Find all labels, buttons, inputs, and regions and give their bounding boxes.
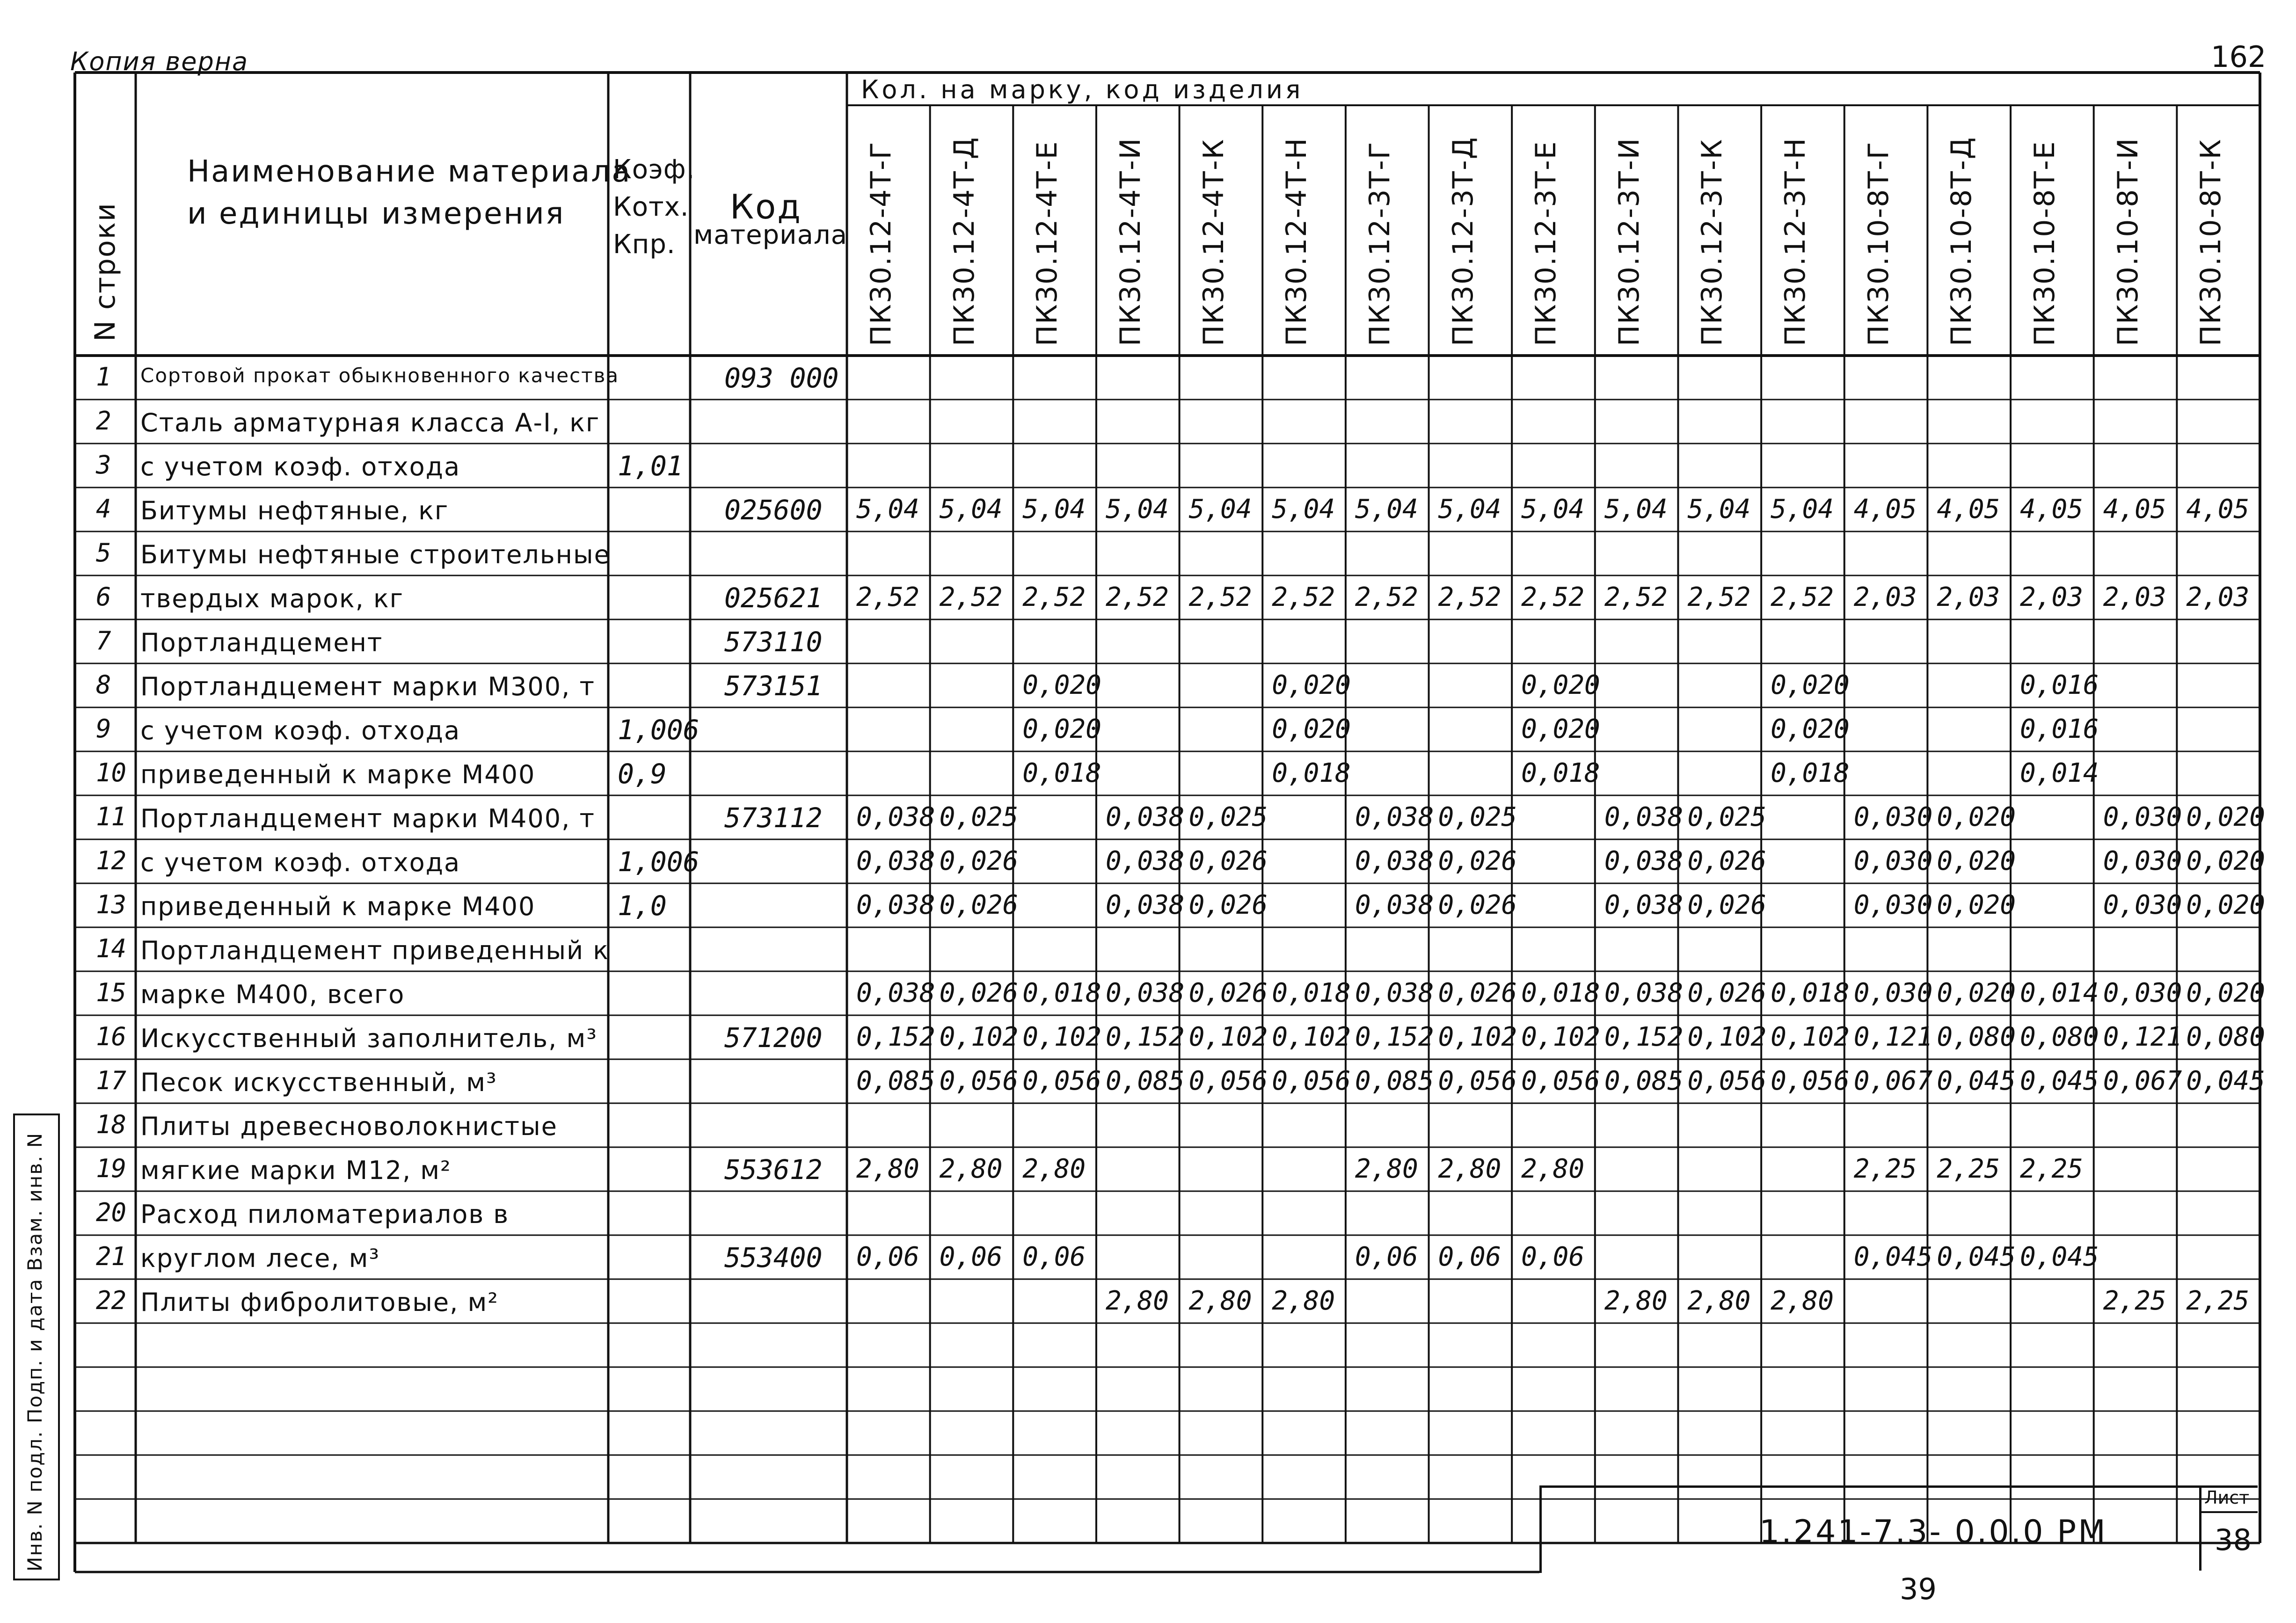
row-material-name: с учетом коэф. отхода <box>140 848 461 877</box>
row-value: 2,52 <box>1272 582 1335 612</box>
sheet-label: Лист <box>2204 1487 2250 1508</box>
row-value: 2,80 <box>939 1154 1003 1184</box>
row-value: 2,03 <box>1937 582 2000 612</box>
row-material-code: 573110 <box>724 626 823 658</box>
row-number: 2 <box>96 406 111 436</box>
row-material-code: 571200 <box>724 1022 823 1054</box>
row-value: 0,030 <box>2103 890 2182 920</box>
row-value: 0,020 <box>1937 846 2016 876</box>
row-value: 0,038 <box>1604 890 1684 920</box>
row-value: 0,038 <box>1105 846 1185 876</box>
row-material-name: приведенный к марке М400 <box>140 892 536 921</box>
row-material-name: Портландцемент марки М400, т <box>140 804 595 833</box>
side-stamp <box>13 1114 60 1580</box>
header-coef-line: Кпр. <box>613 229 676 260</box>
row-material-name: твердых марок, кг <box>140 584 404 613</box>
row-material-name: Сталь арматурная класса А-I, кг <box>140 408 600 437</box>
row-value: 0,102 <box>1521 1022 1600 1052</box>
row-value: 2,80 <box>1521 1154 1585 1184</box>
header-product-4: ПК30.12-4Т-И <box>1114 137 1147 346</box>
row-value: 0,020 <box>1272 714 1351 744</box>
row-number: 15 <box>96 978 127 1007</box>
row-value: 2,80 <box>856 1154 919 1184</box>
header-product-15: ПК30.10-8Т-Е <box>2028 140 2062 346</box>
row-material-name: Портландцемент приведенный к <box>140 936 609 965</box>
row-material-code: 553612 <box>724 1154 823 1186</box>
row-number: 12 <box>96 846 127 875</box>
row-number: 10 <box>96 758 127 787</box>
header-product-10: ПК30.12-3Т-И <box>1612 137 1646 346</box>
header-coef-line: Котх. <box>613 192 689 222</box>
row-number: 13 <box>96 890 127 919</box>
row-value: 0,038 <box>1105 978 1185 1008</box>
sheet-box <box>2199 1485 2258 1571</box>
row-value: 0,102 <box>1188 1022 1268 1052</box>
row-value: 0,056 <box>1272 1066 1351 1096</box>
header-code-subtitle: материала <box>693 220 848 250</box>
row-value: 0,085 <box>1604 1066 1684 1096</box>
row-material-code: 573151 <box>724 670 823 702</box>
row-value: 0,06 <box>1438 1242 1502 1272</box>
row-value: 5,04 <box>1355 494 1418 524</box>
row-value: 0,038 <box>1355 890 1434 920</box>
row-value: 0,152 <box>1105 1022 1185 1052</box>
header-product-5: ПК30.12-4Т-К <box>1197 138 1230 346</box>
row-value: 0,026 <box>1687 890 1767 920</box>
row-material-code: 025600 <box>724 494 823 526</box>
row-material-code: 093 000 <box>724 362 839 394</box>
row-value: 0,025 <box>1687 802 1767 832</box>
row-value: 0,080 <box>2020 1022 2099 1052</box>
row-material-name: Плиты древесноволокнистые <box>140 1112 558 1141</box>
row-number: 18 <box>96 1110 127 1139</box>
header-product-6: ПК30.12-4Т-Н <box>1280 137 1313 346</box>
row-value: 0,102 <box>1438 1022 1517 1052</box>
row-value: 0,102 <box>1272 1022 1351 1052</box>
row-number: 14 <box>96 934 127 963</box>
row-value: 0,020 <box>1521 670 1600 700</box>
row-number: 9 <box>96 714 111 743</box>
row-value: 0,056 <box>1188 1066 1268 1096</box>
row-value: 0,152 <box>856 1022 935 1052</box>
row-value: 2,52 <box>1521 582 1585 612</box>
row-value: 2,52 <box>1355 582 1418 612</box>
row-value: 2,52 <box>1604 582 1668 612</box>
row-material-name: марке М400, всего <box>140 980 405 1009</box>
row-material-name: Портландцемент <box>140 628 383 657</box>
row-value: 0,025 <box>939 802 1019 832</box>
row-value: 0,038 <box>1604 846 1684 876</box>
row-value: 0,018 <box>1022 978 1101 1008</box>
row-number: 21 <box>96 1242 127 1271</box>
row-value: 2,52 <box>1188 582 1252 612</box>
row-value: 0,018 <box>1272 758 1351 788</box>
row-value: 0,045 <box>1853 1242 1933 1272</box>
row-value: 0,085 <box>856 1066 935 1096</box>
row-value: 0,026 <box>1188 890 1268 920</box>
row-value: 0,038 <box>1105 802 1185 832</box>
row-value: 5,04 <box>1438 494 1502 524</box>
row-value: 2,80 <box>1272 1286 1335 1316</box>
row-material-code: 573112 <box>724 802 823 834</box>
row-value: 0,056 <box>1022 1066 1101 1096</box>
row-coefficient: 1,0 <box>618 890 667 922</box>
row-material-name: мягкие марки М12, м² <box>140 1156 452 1185</box>
row-value: 2,52 <box>1438 582 1502 612</box>
row-coefficient: 1,006 <box>618 714 700 746</box>
row-value: 0,020 <box>1937 802 2016 832</box>
row-material-name: Расход пиломатериалов в <box>140 1200 510 1229</box>
header-product-14: ПК30.10-8Т-Д <box>1945 136 1978 346</box>
row-value: 2,52 <box>1022 582 1086 612</box>
row-value: 0,056 <box>1771 1066 1850 1096</box>
row-number: 20 <box>96 1198 127 1227</box>
row-value: 0,045 <box>2186 1066 2265 1096</box>
row-value: 0,025 <box>1188 802 1268 832</box>
header-product-16: ПК30.10-8Т-И <box>2111 137 2144 346</box>
row-value: 0,020 <box>1771 670 1850 700</box>
row-material-name: с учетом коэф. отхода <box>140 452 461 481</box>
row-value: 0,121 <box>1853 1022 1933 1052</box>
row-value: 0,020 <box>1022 670 1101 700</box>
row-value: 0,038 <box>1604 802 1684 832</box>
row-value: 0,018 <box>1521 978 1600 1008</box>
row-value: 0,06 <box>1022 1242 1086 1272</box>
row-value: 0,026 <box>1188 846 1268 876</box>
row-value: 2,03 <box>2186 582 2250 612</box>
row-value: 0,026 <box>939 846 1019 876</box>
row-material-name: Песок искусственный, м³ <box>140 1068 497 1097</box>
row-value: 5,04 <box>1687 494 1751 524</box>
row-value: 2,80 <box>1355 1154 1418 1184</box>
row-value: 0,030 <box>1853 846 1933 876</box>
row-value: 2,52 <box>1687 582 1751 612</box>
row-number: 22 <box>96 1286 127 1315</box>
row-value: 2,03 <box>1853 582 1917 612</box>
header-product-17: ПК30.10-8Т-К <box>2194 138 2228 346</box>
row-value: 0,018 <box>1521 758 1600 788</box>
row-value: 2,25 <box>1853 1154 1917 1184</box>
row-value: 0,102 <box>939 1022 1019 1052</box>
row-value: 0,038 <box>1604 978 1684 1008</box>
header-code-title: Код <box>730 187 802 226</box>
row-value: 5,04 <box>856 494 919 524</box>
row-value: 0,06 <box>1355 1242 1418 1272</box>
row-value: 2,80 <box>1188 1286 1252 1316</box>
row-value: 0,056 <box>1687 1066 1767 1096</box>
row-number: 7 <box>96 626 111 655</box>
row-value: 0,030 <box>1853 978 1933 1008</box>
row-value: 4,05 <box>2020 494 2083 524</box>
row-value: 0,020 <box>1937 890 2016 920</box>
row-material-name: приведенный к марке М400 <box>140 760 536 789</box>
row-value: 0,085 <box>1355 1066 1434 1096</box>
row-value: 2,52 <box>1105 582 1169 612</box>
header-product-7: ПК30.12-3Т-Г <box>1363 141 1396 346</box>
row-value: 0,020 <box>1272 670 1351 700</box>
row-material-name: Сортовой прокат обыкновенного качества <box>140 364 620 387</box>
row-value: 5,04 <box>1771 494 1834 524</box>
row-value: 5,04 <box>1604 494 1668 524</box>
row-value: 0,038 <box>856 890 935 920</box>
row-value: 0,06 <box>939 1242 1003 1272</box>
row-value: 0,020 <box>2186 802 2265 832</box>
row-value: 4,05 <box>2103 494 2166 524</box>
row-value: 0,026 <box>1687 978 1767 1008</box>
row-value: 5,04 <box>1272 494 1335 524</box>
row-value: 0,056 <box>1521 1066 1600 1096</box>
row-value: 2,03 <box>2103 582 2166 612</box>
row-value: 0,038 <box>856 802 935 832</box>
row-value: 0,038 <box>1355 802 1434 832</box>
row-value: 5,04 <box>1521 494 1585 524</box>
header-product-8: ПК30.12-3Т-Д <box>1446 136 1480 346</box>
row-number: 16 <box>96 1022 127 1051</box>
row-material-name: Искусственный заполнитель, м³ <box>140 1024 598 1053</box>
row-value: 0,018 <box>1022 758 1101 788</box>
header-product-2: ПК30.12-4Т-Д <box>948 136 981 346</box>
row-number: 11 <box>96 802 127 831</box>
row-coefficient: 1,006 <box>618 846 700 878</box>
row-material-code: 553400 <box>724 1242 823 1274</box>
row-value: 0,018 <box>1272 978 1351 1008</box>
row-value: 0,020 <box>2186 890 2265 920</box>
row-value: 0,056 <box>1438 1066 1517 1096</box>
row-value: 0,026 <box>1188 978 1268 1008</box>
row-value: 0,018 <box>1771 758 1850 788</box>
row-number: 5 <box>96 538 111 568</box>
row-value: 0,025 <box>1438 802 1517 832</box>
row-value: 5,04 <box>939 494 1003 524</box>
bottom-page-number: 39 <box>1900 1572 1937 1606</box>
header-product-1: ПК30.12-4Т-Г <box>865 141 897 346</box>
header-product-12: ПК30.12-3Т-Н <box>1779 137 1812 346</box>
row-value: 0,018 <box>1771 978 1850 1008</box>
row-value: 5,04 <box>1022 494 1086 524</box>
row-value: 2,25 <box>1937 1154 2000 1184</box>
row-number: 1 <box>96 362 111 392</box>
row-value: 2,25 <box>2186 1286 2250 1316</box>
sheet-number: 38 <box>2215 1523 2252 1557</box>
row-material-name: круглом лесе, м³ <box>140 1244 380 1273</box>
row-value: 0,121 <box>2103 1022 2182 1052</box>
row-value: 0,038 <box>856 846 935 876</box>
row-value: 2,52 <box>1771 582 1834 612</box>
row-value: 2,25 <box>2103 1286 2166 1316</box>
row-value: 4,05 <box>2186 494 2250 524</box>
row-value: 0,045 <box>2020 1066 2099 1096</box>
row-material-name: Битумы нефтяные строительные <box>140 540 611 569</box>
row-value: 0,045 <box>1937 1066 2016 1096</box>
row-value: 5,04 <box>1188 494 1252 524</box>
row-value: 0,030 <box>2103 802 2182 832</box>
row-value: 2,80 <box>1604 1286 1668 1316</box>
header-product-11: ПК30.12-3Т-К <box>1696 138 1729 346</box>
row-number: 4 <box>96 494 111 524</box>
row-number: 17 <box>96 1066 127 1095</box>
row-value: 0,085 <box>1105 1066 1185 1096</box>
row-coefficient: 0,9 <box>618 758 667 790</box>
header-coef-line: Коэф. <box>613 154 695 185</box>
row-value: 0,030 <box>2103 978 2182 1008</box>
row-value: 0,102 <box>1771 1022 1850 1052</box>
row-material-name: с учетом коэф. отхода <box>140 716 461 745</box>
row-value: 2,52 <box>856 582 919 612</box>
row-value: 2,25 <box>2020 1154 2083 1184</box>
row-value: 0,030 <box>2103 846 2182 876</box>
row-value: 0,038 <box>1355 846 1434 876</box>
row-number: 3 <box>96 450 111 480</box>
side-stamp-text: Инв. N подл. Подп. и дата Взам. инв. N <box>23 1132 46 1572</box>
row-number: 19 <box>96 1154 127 1183</box>
row-value: 0,020 <box>1022 714 1101 744</box>
row-material-name: Битумы нефтяные, кг <box>140 496 449 525</box>
row-value: 0,102 <box>1022 1022 1101 1052</box>
row-value: 0,080 <box>1937 1022 2016 1052</box>
header-row-number: N строки <box>89 202 122 342</box>
row-value: 2,03 <box>2020 582 2083 612</box>
copy-note: Копия верна <box>70 47 249 76</box>
row-value: 0,030 <box>1853 802 1933 832</box>
header-name-line: Наименование материала <box>187 154 632 189</box>
row-value: 0,020 <box>2186 846 2265 876</box>
row-value: 2,80 <box>1687 1286 1751 1316</box>
row-value: 0,026 <box>1438 978 1517 1008</box>
row-value: 0,038 <box>856 978 935 1008</box>
row-number: 6 <box>96 582 111 611</box>
row-value: 0,152 <box>1355 1022 1434 1052</box>
row-value: 0,045 <box>1937 1242 2016 1272</box>
row-value: 5,04 <box>1105 494 1169 524</box>
header-product-9: ПК30.12-3Т-Е <box>1530 140 1563 346</box>
row-value: 0,056 <box>939 1066 1019 1096</box>
header-name-line: и единицы измерения <box>187 197 565 231</box>
row-material-name: Плиты фибролитовые, м² <box>140 1288 499 1317</box>
row-value: 0,080 <box>2186 1022 2265 1052</box>
row-value: 0,016 <box>2020 714 2099 744</box>
row-coefficient: 1,01 <box>618 450 683 482</box>
row-value: 2,80 <box>1438 1154 1502 1184</box>
row-value: 0,038 <box>1355 978 1434 1008</box>
row-value: 0,026 <box>1687 846 1767 876</box>
page-number: 162 <box>2211 40 2267 74</box>
row-value: 0,026 <box>939 890 1019 920</box>
row-value: 0,020 <box>2186 978 2265 1008</box>
row-value: 0,06 <box>856 1242 919 1272</box>
row-value: 0,020 <box>1937 978 2016 1008</box>
header-product-group: Кол. на марку, код изделия <box>861 75 1304 104</box>
row-value: 2,80 <box>1022 1154 1086 1184</box>
row-value: 2,80 <box>1771 1286 1834 1316</box>
row-value: 0,014 <box>2020 758 2099 788</box>
row-value: 0,067 <box>1853 1066 1933 1096</box>
header-product-3: ПК30.12-4Т-Е <box>1031 140 1064 346</box>
document-code: 1.241-7.3- 0.0.0 РМ <box>1759 1514 2107 1550</box>
row-value: 0,067 <box>2103 1066 2182 1096</box>
row-value: 0,026 <box>1438 846 1517 876</box>
row-value: 2,80 <box>1105 1286 1169 1316</box>
row-value: 0,026 <box>1438 890 1517 920</box>
header-product-13: ПК30.10-8Т-Г <box>1862 141 1895 346</box>
row-value: 0,026 <box>939 978 1019 1008</box>
row-value: 0,016 <box>2020 670 2099 700</box>
row-value: 4,05 <box>1937 494 2000 524</box>
row-value: 0,014 <box>2020 978 2099 1008</box>
row-number: 8 <box>96 670 111 699</box>
row-value: 0,152 <box>1604 1022 1684 1052</box>
row-material-code: 025621 <box>724 582 823 614</box>
row-value: 0,06 <box>1521 1242 1585 1272</box>
row-value: 0,030 <box>1853 890 1933 920</box>
row-value: 0,045 <box>2020 1242 2099 1272</box>
row-value: 0,102 <box>1687 1022 1767 1052</box>
row-value: 0,020 <box>1521 714 1600 744</box>
row-value: 0,038 <box>1105 890 1185 920</box>
row-value: 4,05 <box>1853 494 1917 524</box>
row-value: 2,52 <box>939 582 1003 612</box>
row-value: 0,020 <box>1771 714 1850 744</box>
row-material-name: Портландцемент марки М300, т <box>140 672 595 701</box>
